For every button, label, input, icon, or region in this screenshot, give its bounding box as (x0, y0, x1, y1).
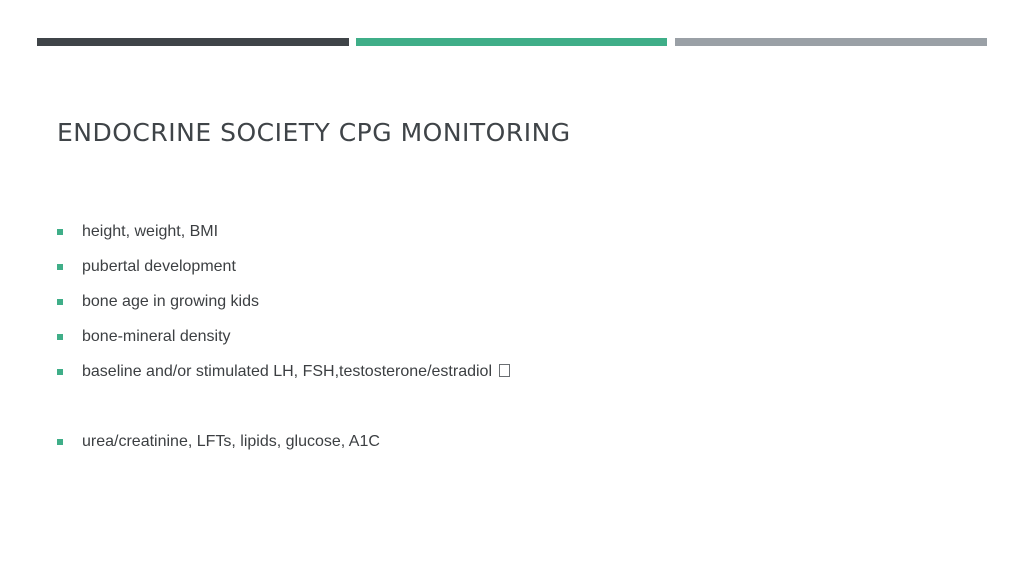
header-bar-gray (675, 38, 987, 46)
list-item (57, 424, 510, 459)
list-item-text: urea/creatinine, LFTs, lipids, glucose, A1C (82, 432, 380, 450)
list-item (57, 354, 510, 389)
list-item (57, 249, 510, 284)
bullet-square-icon (57, 264, 63, 270)
missing-glyph-box-icon (499, 364, 510, 377)
list-item-text: pubertal development (82, 257, 236, 275)
bullet-square-icon (57, 229, 63, 235)
bullet-list (57, 214, 510, 459)
bullet-square-icon (57, 299, 63, 305)
slide-title: ENDOCRINE SOCIETY CPG MONITORING (57, 118, 571, 147)
bullet-square-icon (57, 369, 63, 375)
list-item (57, 284, 510, 319)
list-item (57, 319, 510, 354)
list-item-text: bone-mineral density (82, 327, 231, 345)
list-item (57, 214, 510, 249)
bullet-square-icon (57, 439, 63, 445)
header-bar-green (356, 38, 667, 46)
list-item-text: baseline and/or stimulated LH, FSH,testosterone/estradiol (82, 362, 492, 380)
list-item-text: height, weight, BMI (82, 222, 219, 240)
header-bar-dark (37, 38, 349, 46)
list-item-text: bone age in growing kids (82, 292, 260, 310)
bullet-square-icon (57, 334, 63, 340)
